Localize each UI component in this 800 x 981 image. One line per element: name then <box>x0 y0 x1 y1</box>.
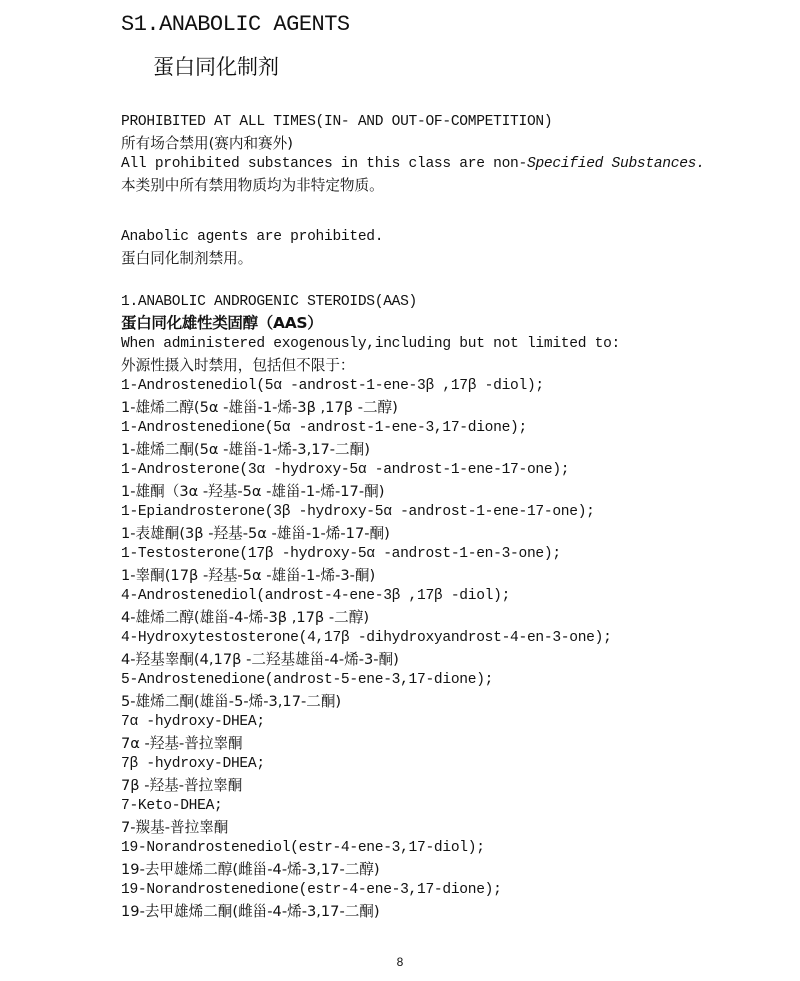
substance-item: 4-Androstenediol(androst-4-ene-3β ,17β -diol); <box>121 588 511 604</box>
substance-item: 1-Androstenedione(5α -androst-1-ene-3,17-dione); <box>121 420 527 436</box>
aas-condition: When administered exogenously,including but not limited to: <box>121 336 621 352</box>
substance-item: 1-表雄酮(3β -羟基-5α -雄甾-1-烯-17-酮) <box>121 525 390 542</box>
specified-note-prefix: All prohibited substances in this class are non- <box>121 156 527 172</box>
substance-item: 5-Androstenedione(androst-5-ene-3,17-dione); <box>121 672 494 688</box>
prohibition-statement-zh: 所有场合禁用(赛内和赛外) <box>121 135 293 152</box>
intro-block <box>121 227 383 269</box>
substance-item: 1-睾酮(17β -羟基-5α -雄甾-1-烯-3-酮) <box>121 567 376 584</box>
prohibition-block <box>121 112 705 196</box>
aas-heading: 1.ANABOLIC ANDROGENIC STEROIDS(AAS) <box>121 294 418 310</box>
substance-item: 19-去甲雄烯二酮(雌甾-4-烯-3,17-二酮) <box>121 903 380 920</box>
specified-substances-note <box>121 154 705 175</box>
intro-statement: Anabolic agents are prohibited. <box>121 229 384 245</box>
substance-list <box>121 376 620 922</box>
aas-section <box>121 292 620 922</box>
substance-item: 4-雄烯二醇(雄甾-4-烯-3β ,17β -二醇) <box>121 609 370 626</box>
intro-statement-zh: 蛋白同化制剂禁用。 <box>121 250 253 267</box>
substance-item: 1-Androsterone(3α -hydroxy-5α -androst-1-ene-17-one); <box>121 462 570 478</box>
substance-item: 1-Testosterone(17β -hydroxy-5α -androst-1-en-3-one); <box>121 546 561 562</box>
substance-item: 7α -羟基-普拉睾酮 <box>121 735 243 752</box>
prohibition-statement: PROHIBITED AT ALL TIMES(IN- AND OUT-OF-COMPETITION) <box>121 114 553 130</box>
substance-item: 1-雄烯二醇(5α -雄甾-1-烯-3β ,17β -二醇) <box>121 399 398 416</box>
substance-item: 4-Hydroxytestosterone(4,17β -dihydroxyandrost-4-en-3-one); <box>121 630 612 646</box>
substance-item: 1-雄酮（3α -羟基-5α -雄甾-1-烯-17-酮) <box>121 483 385 500</box>
substance-item: 19-去甲雄烯二醇(雌甾-4-烯-3,17-二醇) <box>121 861 380 878</box>
substance-item: 7β -hydroxy-DHEA; <box>121 756 265 772</box>
section-title: S1.ANABOLIC AGENTS <box>121 12 350 37</box>
aas-heading-zh: 蛋白同化雄性类固醇（AAS） <box>121 314 323 332</box>
substance-item: 7-羰基-普拉睾酮 <box>121 819 229 836</box>
specified-note-italic: Specified Substances. <box>526 156 705 172</box>
substance-item: 19-Norandrostenediol(estr-4-ene-3,17-diol); <box>121 840 485 856</box>
page-number: 8 <box>396 955 404 969</box>
substance-item: 7α -hydroxy-DHEA; <box>121 714 265 730</box>
substance-item: 1-Androstenediol(5α -androst-1-ene-3β ,17β -diol); <box>121 378 544 394</box>
substance-item: 4-羟基睾酮(4,17β -二羟基雄甾-4-烯-3-酮) <box>121 651 399 668</box>
specified-substances-note-zh: 本类别中所有禁用物质均为非特定物质。 <box>121 177 384 194</box>
substance-item: 7β -羟基-普拉睾酮 <box>121 777 243 794</box>
substance-item: 1-Epiandrosterone(3β -hydroxy-5α -androst-1-ene-17-one); <box>121 504 595 520</box>
substance-item: 5-雄烯二酮(雄甾-5-烯-3,17-二酮) <box>121 693 342 710</box>
substance-item: 7-Keto-DHEA; <box>121 798 223 814</box>
substance-item: 1-雄烯二酮(5α -雄甾-1-烯-3,17-二酮) <box>121 441 370 458</box>
substance-item: 19-Norandrostenedione(estr-4-ene-3,17-dione); <box>121 882 502 898</box>
section-title-zh: 蛋白同化制剂 <box>153 55 279 79</box>
aas-condition-zh: 外源性摄入时禁用，包括但不限于： <box>121 357 355 374</box>
